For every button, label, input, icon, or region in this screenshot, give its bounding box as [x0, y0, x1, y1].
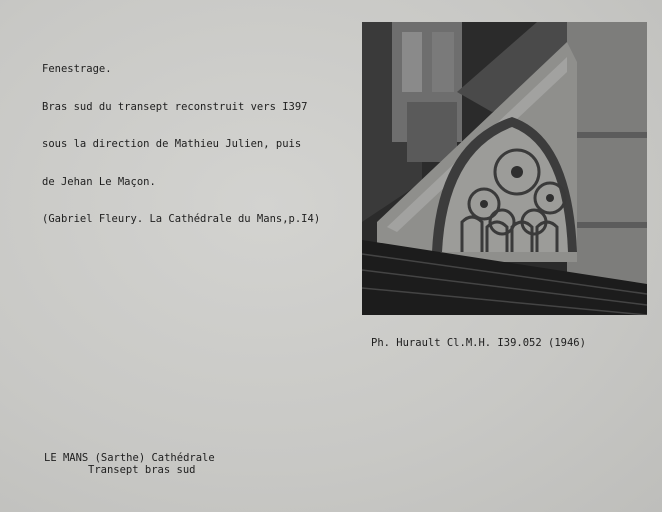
- caption-line: Bras sud du transept reconstruit vers I397: [42, 100, 308, 113]
- caption-line: (Gabriel Fleury. La Cathédrale du Mans,p.I4): [42, 213, 321, 225]
- location-title: LE MANS (Sarthe) Cathédrale: [44, 452, 215, 464]
- location-subtitle: Transept bras sud: [88, 464, 196, 476]
- caption-line: de Jehan Le Maçon.: [42, 175, 156, 188]
- cathedral-photo: [362, 22, 647, 315]
- caption-line: Fenestrage.: [42, 63, 112, 75]
- caption-block: [42, 38, 320, 251]
- caption-line: sous la direction de Mathieu Julien, puis: [42, 138, 302, 150]
- location-block: [44, 452, 215, 476]
- photo-credit: Ph. Hurault Cl.M.H. I39.052 (1946): [371, 337, 586, 349]
